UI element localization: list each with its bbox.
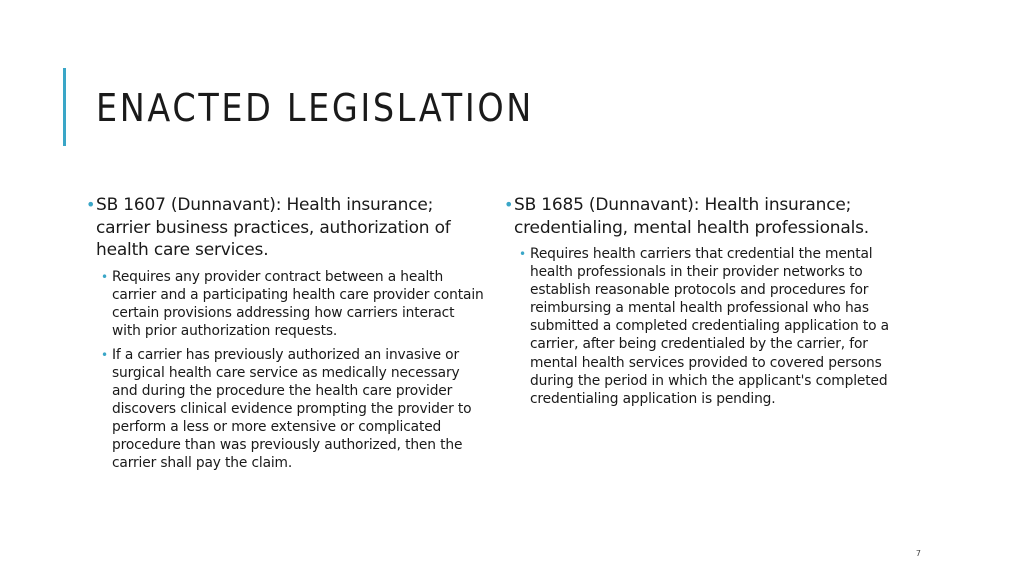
bullet-main-sb1607 — [86, 194, 486, 262]
right-column — [504, 194, 896, 414]
sub-bullet-text: Requires any provider contract between a health carrier and a participating health care provider contain certain provisions addressing how carriers interact with prior authorization requests. — [112, 268, 484, 339]
bullet-dot-icon: • — [101, 269, 108, 284]
left-column — [86, 194, 486, 479]
sub-bullet-text: If a carrier has previously authorized an invasive or surgical health care service as medically necessary and during the procedure the health care provider discovers clinical evidence prompting the provider to perform a less or more extensive or complicated procedure than was previously authorized, then the carrier shall pay the claim. — [112, 346, 472, 472]
bullet-main-sb1685 — [504, 194, 896, 239]
page-number: 7 — [915, 549, 921, 558]
sub-bullet-list — [504, 245, 896, 408]
bullet-dot-icon: • — [504, 195, 514, 214]
sub-bullet-item — [101, 346, 486, 473]
sub-bullet-item — [519, 245, 896, 408]
sub-bullet-list — [86, 268, 486, 473]
title-accent-bar — [63, 68, 66, 146]
sub-bullet-text: Requires health carriers that credential the mental health professionals in their provider networks to establish reasonable protocols and procedures for reimbursing a mental health professional who has submitted a completed credentialing application to a carrier, after being credentialed by the carrier, for mental health services provided to covered persons during the period in which the applicant's completed credentialing application is pending. — [530, 246, 889, 407]
bullet-dot-icon: • — [519, 247, 526, 261]
bullet-main-text: SB 1685 (Dunnavant): Health insurance; credentialing, mental health professionals. — [514, 195, 869, 238]
bullet-dot-icon: • — [101, 347, 108, 362]
sub-bullet-item — [101, 268, 486, 340]
bullet-dot-icon: • — [86, 195, 96, 214]
bullet-main-text: SB 1607 (Dunnavant): Health insurance; carrier business practices, authorization of health care services. — [96, 195, 451, 260]
slide-title: ENACTED LEGISLATION — [96, 86, 534, 130]
